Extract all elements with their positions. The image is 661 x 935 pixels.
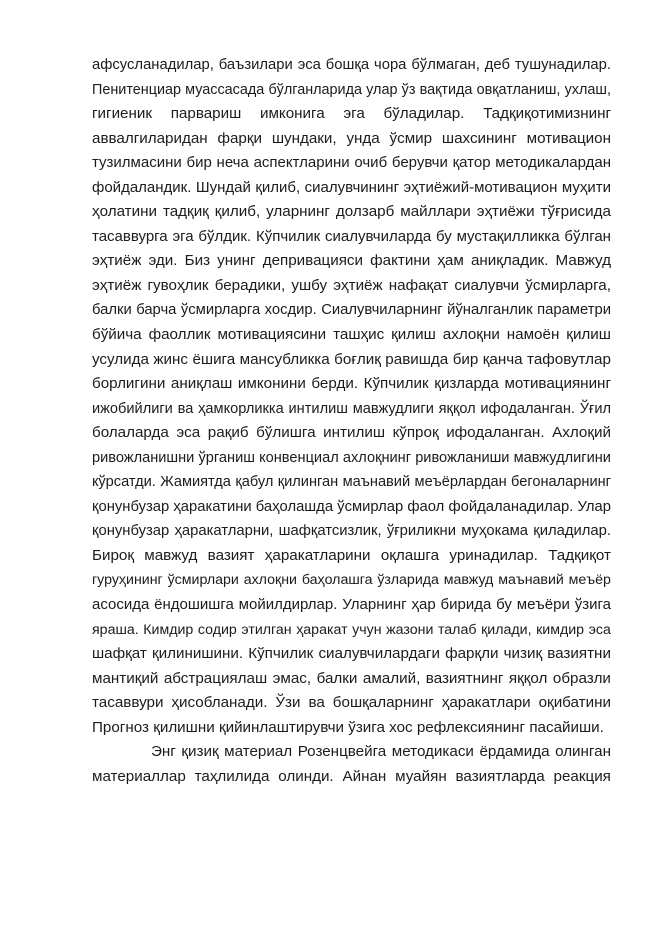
text-line-19: қонунбузар ҳаракатини баҳолашда ўсмирлар фаол фойдаланадилар. Улар: [92, 498, 611, 515]
text-line-9: эҳтиёж эди. Биз унинг депривацияси фактини ҳам аниқладик. Мавжуд: [92, 252, 611, 270]
text-line-11: балки барча ўсмирларга хосдир. Сиалувчиларнинг йўналганлик параметри: [92, 302, 611, 319]
body-text: [92, 53, 611, 789]
text-line-24: яраша. Кимдир содир этилган ҳаракат учун жазони талаб қилади, кимдир эса: [92, 621, 611, 638]
text-line-3: гигиеник парвариш имконига эга бўладилар. Тадқиқотимизнинг: [92, 105, 611, 123]
text-line-16: болаларда эса рақиб бўлишга интилиш кўпроқ ифодаланган. Ахлоқий: [92, 424, 611, 442]
text-line-13: усулида жинс ёшига мансубликка боғлиқ равишда бир қанча тафовутлар: [92, 350, 611, 368]
text-line-22: гуруҳининг ўсмирлари ахлоқни баҳолашга ўзларида мавжуд маънавий меъёр: [92, 572, 611, 589]
text-line-12: бўйича фаоллик мотивациясини ташҳис қилиш ахлоқни намоён қилиш: [92, 326, 611, 344]
text-line-30: материаллар таҳлилида олинди. Айнан муайян вазиятларда реакция: [92, 767, 611, 785]
text-line-17: ривожланишни ўрганиш конвенциал ахлоқнинг ривожланиши мавжудлигини: [92, 449, 611, 466]
text-line-2: Пенитенциар муассасада бўлганларида улар ўз вақтида овқатланиш, ухлаш,: [92, 81, 611, 98]
text-line-27: тасаввури ҳисобланади. Ўзи ва бошқаларнинг ҳаракатлари оқибатини: [92, 694, 611, 712]
text-line-10: эҳтиёж гувоҳлик берадики, ушбу эҳтиёж нафақат сиалувчи ўсмирларга,: [92, 276, 611, 294]
text-line-5: тузилмасини бир неча аспектларини очиб берувчи қатор методикалардан: [92, 154, 611, 172]
text-line-1: афсусланадилар, баъзилари эса бошқа чора бўлмаган, деб тушунадилар.: [92, 57, 611, 73]
text-line-8: тасаввурга эга бўлдик. Кўпчилик сиалувчиларда бу мустақилликка бўлган: [92, 227, 611, 245]
text-line-28: Прогноз қилишни қийинлаштирувчи ўзига хос рефлексиянинг пасайиши.: [92, 718, 604, 736]
text-line-20: қонунбузар ҳаракатларни, шафқатсизлик, ўғриликни муҳокама қиладилар.: [92, 523, 611, 540]
text-line-6: фойдаландик. Шундай қилиб, сиалувчининг эҳтиёжий-мотивацион муҳити: [92, 178, 611, 196]
text-line-25: шафқат қилинишини. Кўпчилик сиалувчилардаги фарқли чизиқ вазиятни: [92, 645, 611, 663]
text-line-14: борлигини аниқлаш имконини берди. Кўпчилик қизларда мотивациянинг: [92, 375, 611, 393]
text-line-26: мантиқий абстрациялаш эмас, балки амалий, вазиятнинг яққол образли: [92, 669, 611, 687]
text-line-4: аввалгиларидан фарқи шундаки, унда ўсмир шахсининг мотивацион: [92, 129, 611, 147]
text-line-29: Энг қизиқ материал Розенцвейга методикаси ёрдамида олинган: [151, 743, 611, 761]
text-line-21: Бироқ мавжуд вазият ҳаракатларини оқлашга уринадилар. Тадқиқот: [92, 546, 611, 564]
text-line-15: ижобийлиги ва ҳамкорликка интилиш мавжудлиги яққол ифодаланган. Ўғил: [92, 400, 611, 417]
text-line-7: ҳолатини тадқиқ қилиб, уларнинг долзарб майллари эҳтиёжи тўғрисида: [92, 203, 611, 221]
text-line-23: асосида ёндошишга мойилдирлар. Уларнинг ҳар бирида бу меъёри ўзига: [92, 596, 611, 614]
text-line-18: кўрсатди. Жамиятда қабул қилинган маънавий меъёрлардан бегоналарнинг: [92, 474, 611, 491]
